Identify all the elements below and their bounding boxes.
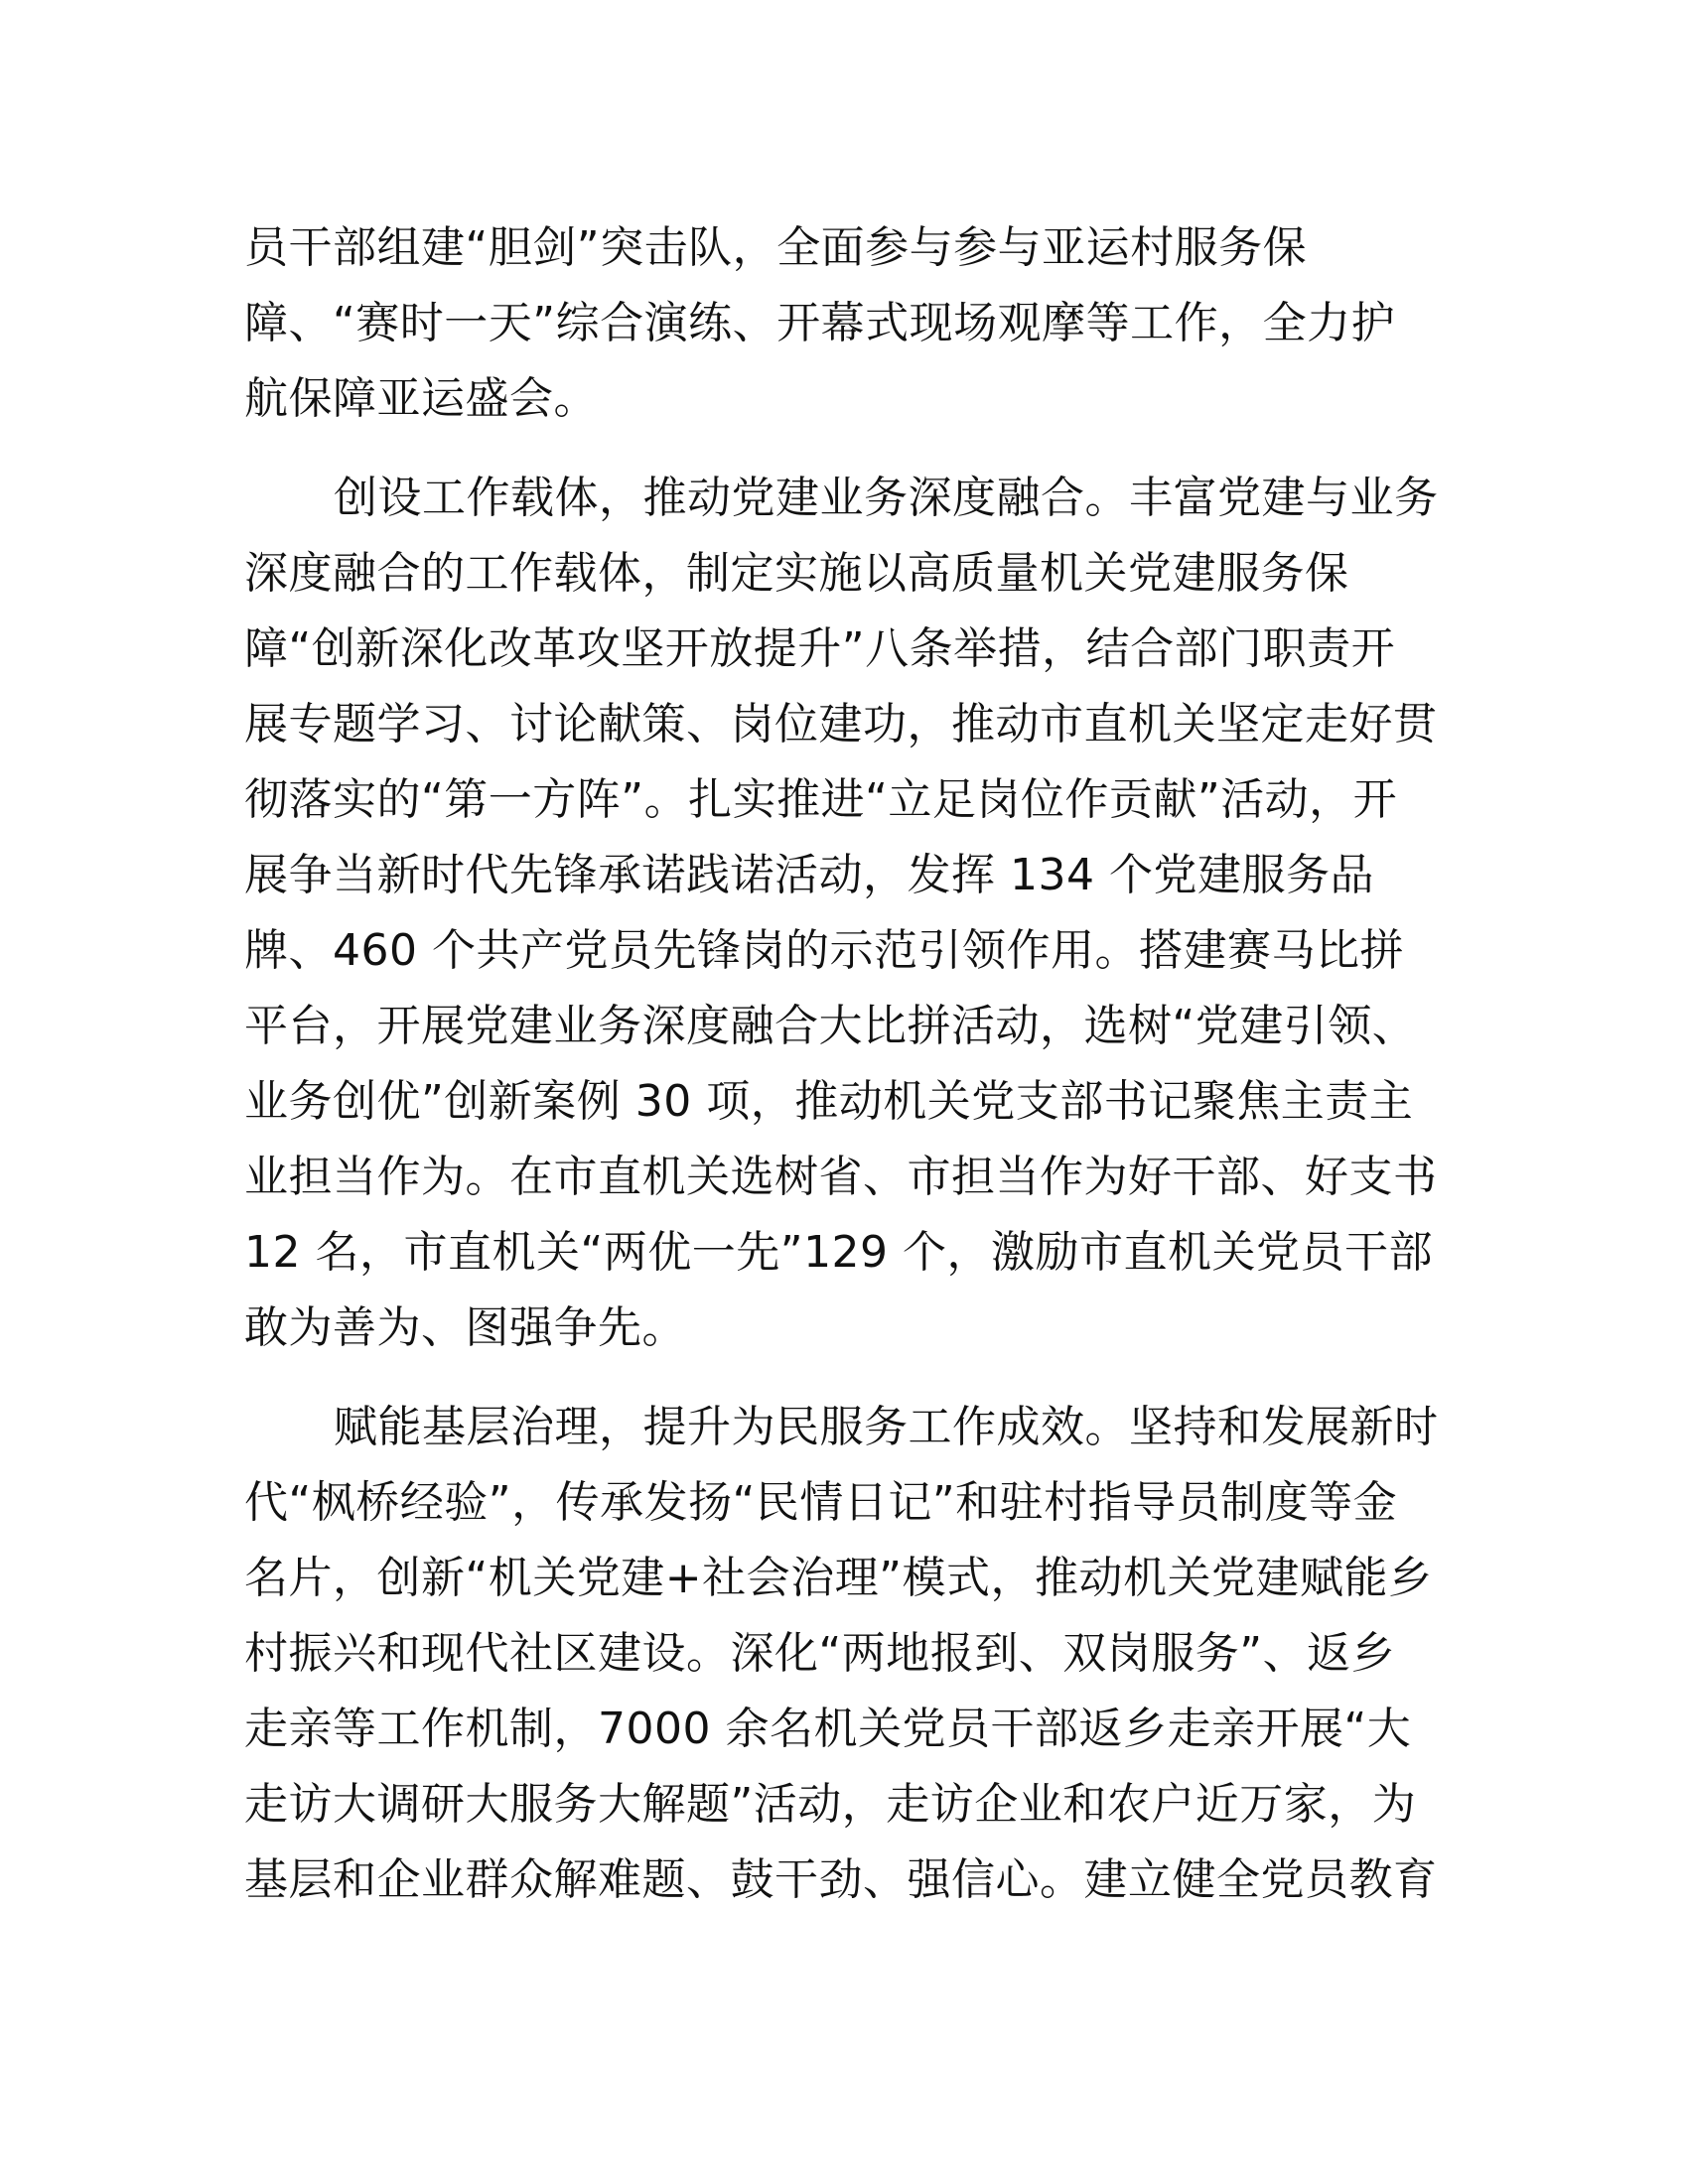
text-line: 牌、460 个共产党员先锋岗的示范引领作用。搭建赛马比拼 <box>244 925 1404 976</box>
text-line: 展专题学习、讨论献策、岗位建功，推动市直机关坚定走好贯 <box>244 699 1438 750</box>
text-line: 敢为善为、图强争先。 <box>244 1302 686 1353</box>
paragraph-1 <box>244 210 1446 437</box>
text-line: 名片，创新“机关党建+社会治理”模式，推动机关党建赋能乡 <box>244 1553 1433 1603</box>
text-line: 基层和企业群众解难题、鼓干劲、强信心。建立健全党员教育 <box>244 1854 1438 1905</box>
text-line: 创设工作载体，推动党建业务深度融合。丰富党建与业务 <box>334 473 1439 523</box>
text-line: 彻落实的“第一方阵”。扎实推进“立足岗位作贡献”活动，开 <box>244 774 1398 825</box>
paragraph-spacer <box>244 1366 1446 1390</box>
text-line: 12 名，市直机关“两优一先”129 个，激励市直机关党员干部 <box>244 1227 1434 1278</box>
paragraph-3 <box>244 1390 1446 1918</box>
text-line: 障“创新深化改革攻坚开放提升”八条举措，结合部门职责开 <box>244 623 1396 674</box>
text-line: 深度融合的工作载体，制定实施以高质量机关党建服务保 <box>244 548 1349 599</box>
text-line: 展争当新时代先锋承诺践诺活动，发挥 134 个党建服务品 <box>244 850 1374 900</box>
text-line: 走访大调研大服务大解题”活动，走访企业和农户近万家，为 <box>244 1779 1417 1830</box>
body-text <box>244 210 1446 1918</box>
text-line: 航保障亚运盛会。 <box>244 373 598 424</box>
paragraph-2 <box>244 461 1446 1366</box>
text-line: 村振兴和现代社区建设。深化“两地报到、双岗服务”、返乡 <box>244 1628 1396 1679</box>
text-line: 平台，开展党建业务深度融合大比拼活动，选树“党建引领、 <box>244 1001 1417 1051</box>
paragraph-spacer <box>244 437 1446 461</box>
text-line: 业担当作为。在市直机关选树省、市担当作为好干部、好支书 <box>244 1152 1438 1202</box>
text-line: 障、“赛时一天”综合演练、开幕式现场观摩等工作，全力护 <box>244 298 1396 348</box>
text-line: 代“枫桥经验”，传承发扬“民情日记”和驻村指导员制度等金 <box>244 1477 1398 1528</box>
text-line: 走亲等工作机制，7000 余名机关党员干部返乡走亲开展“大 <box>244 1704 1412 1754</box>
text-line: 赋能基层治理，提升为民服务工作成效。坚持和发展新时 <box>334 1402 1439 1452</box>
text-line: 业务创优”创新案例 30 项，推动机关党支部书记聚焦主责主 <box>244 1076 1414 1127</box>
text-line: 员干部组建“胆剑”突击队，全面参与参与亚运村服务保 <box>244 222 1308 273</box>
